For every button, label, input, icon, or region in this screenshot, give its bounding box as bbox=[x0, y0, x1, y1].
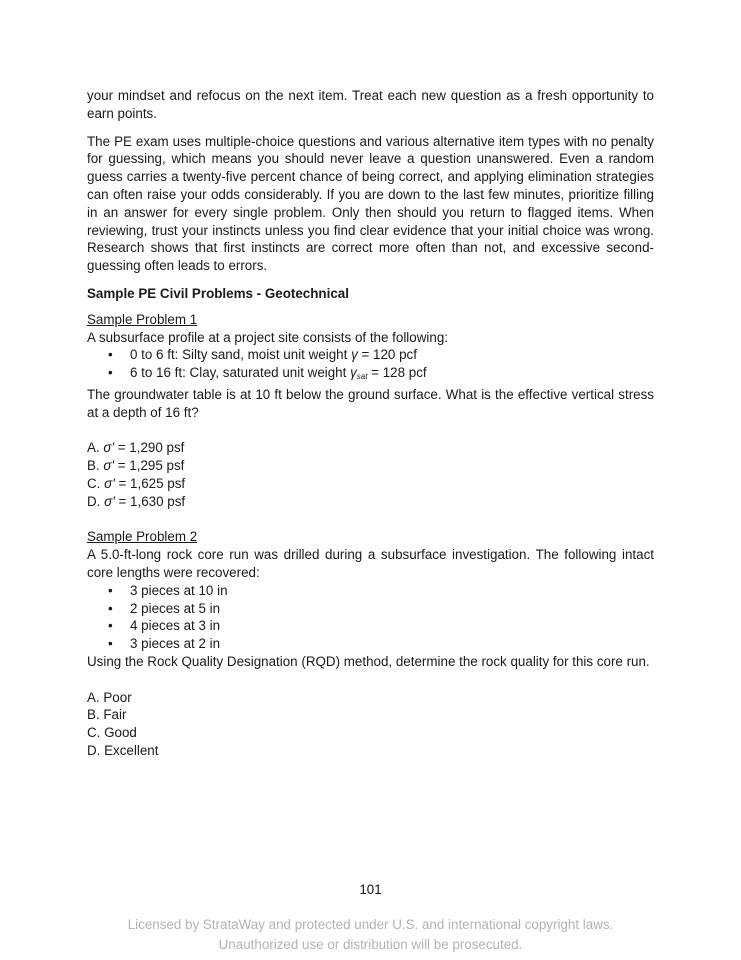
problem-1-option-c: C. σ' = 1,625 psf bbox=[87, 475, 186, 491]
problem-1-option-a: A. σ' = 1,290 psf bbox=[87, 440, 185, 456]
page-number: 101 bbox=[359, 882, 382, 897]
problem-1-lead: A subsurface profile at a project site consists of the following: bbox=[87, 329, 448, 345]
problem-2-option-b: B. Fair bbox=[87, 707, 127, 723]
list-item: • 3 pieces at 2 in bbox=[87, 635, 654, 653]
problem-2-title: Sample Problem 2 bbox=[87, 529, 198, 545]
list-item: • 3 pieces at 10 in bbox=[87, 582, 654, 600]
problem-2-bullets bbox=[87, 582, 654, 653]
gamma-symbol: γ bbox=[350, 365, 357, 381]
problem-2-option-d: D. Excellent bbox=[87, 742, 159, 758]
problem-1-option-b: B. σ' = 1,295 psf bbox=[87, 458, 185, 474]
problem-2-lead: A 5.0-ft-long rock core run was drilled during a subsurface investigation. The following intact core lengths were recovered: bbox=[87, 547, 654, 580]
list-item: • 0 to 6 ft: Silty sand, moist unit weight γ = 120 pcf bbox=[87, 346, 654, 364]
list-item: • 2 pieces at 5 in bbox=[87, 600, 654, 618]
problem-1-title: Sample Problem 1 bbox=[87, 311, 198, 327]
subscript-sat: sat bbox=[356, 372, 368, 382]
list-item: • 6 to 16 ft: Clay, saturated unit weight $\gamma_{sat} = 128$ pcf bbox=[87, 364, 654, 386]
footer-line-1: Licensed by StrataWay and protected under U.S. and international copyright laws. bbox=[127, 917, 614, 932]
footer-line-2: Unauthorized use or distribution will be prosecuted. bbox=[218, 937, 523, 952]
section-heading: Sample PE Civil Problems - Geotechnical bbox=[87, 285, 349, 301]
intro-continuation: your mindset and refocus on the next item. Treat each new question as a fresh opportunity to earn points. bbox=[87, 88, 654, 121]
gamma-symbol: γ bbox=[351, 347, 358, 363]
page-content bbox=[87, 87, 654, 760]
intro-paragraph: The PE exam uses multiple-choice questions and various alternative item types with no penalty for guessing, which means you should never leave a question unanswered. Even a random guess carries a twenty-five percent chance of being correct, and applying elimination strategies can often raise your odds considerably. If you are down to the last few minutes, prioritize filling in an answer for every single problem. Only then should you return to flagged items. When reviewing, trust your instincts unless you find clear evidence that your initial choice was wrong. Research shows that first instincts are correct more often than not, and excessive second-guessing often leads to errors. bbox=[87, 133, 654, 274]
problem-2-option-c: C. Good bbox=[87, 725, 137, 741]
copyright-footer bbox=[0, 915, 741, 955]
problem-1-bullets bbox=[87, 346, 654, 386]
problem-1-question: The groundwater table is at 10 ft below the ground surface. What is the effective vertical stress at a depth of 16 ft? bbox=[87, 386, 654, 420]
problem-2-option-a: A. Poor bbox=[87, 689, 132, 705]
list-item: • 4 pieces at 3 in bbox=[87, 617, 654, 635]
problem-2-question: Using the Rock Quality Designation (RQD) method, determine the rock quality for this core run. bbox=[87, 653, 650, 669]
problem-1-option-d: D. σ' = 1,630 psf bbox=[87, 493, 186, 509]
